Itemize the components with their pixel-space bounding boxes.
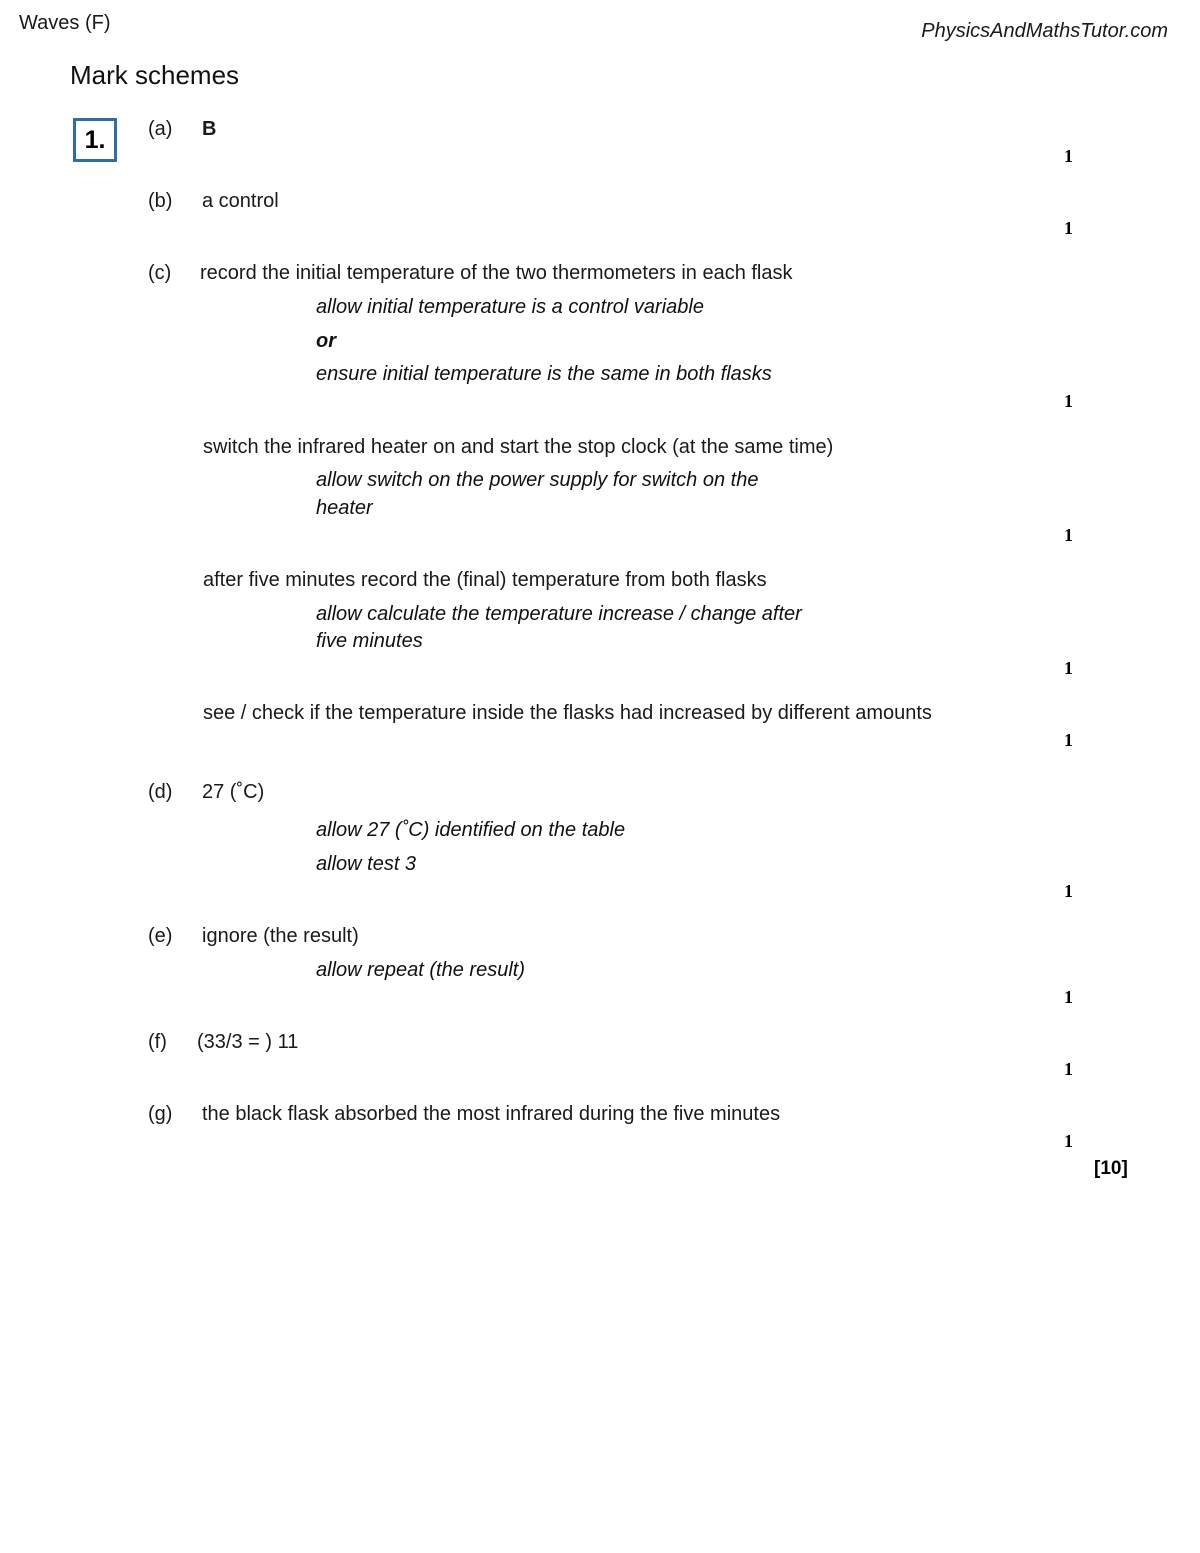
part-c-point-3-guidance-1: allow calculate the temperature increase / change after: [316, 603, 802, 625]
part-e-answer: ignore (the result): [202, 925, 359, 947]
page-title: Mark schemes: [70, 60, 240, 90]
part-d-answer: 27 (˚C): [202, 781, 265, 803]
part-d-label: (d): [148, 781, 173, 803]
part-g-mark: 1: [1064, 1131, 1073, 1151]
part-e-mark: 1: [1064, 987, 1073, 1007]
part-f-answer: (33/3 = ) 11: [197, 1031, 299, 1053]
part-c-point-2-guidance-2: heater: [316, 497, 373, 519]
question-total-marks: [10]: [1094, 1158, 1128, 1179]
part-c-point-4-mark: 1: [1064, 730, 1073, 750]
part-c-point-2: switch the infrared heater on and start the stop clock (at the same time): [203, 436, 834, 458]
part-a-answer: B: [202, 118, 217, 140]
part-b-mark: 1: [1064, 218, 1073, 238]
part-c-point-1-guidance-2: ensure initial temperature is the same in both flasks: [316, 363, 772, 385]
part-a-label: (a): [148, 118, 173, 140]
header-topic: Waves (F): [19, 12, 111, 34]
question-number-box: [73, 118, 117, 162]
part-e-label: (e): [148, 925, 173, 947]
part-g-label: (g): [148, 1103, 173, 1125]
part-c-point-1-mark: 1: [1064, 391, 1073, 411]
part-c-point-1-guidance-or: or: [316, 330, 336, 352]
part-c-label: (c): [148, 262, 172, 284]
part-f-mark: 1: [1064, 1059, 1073, 1079]
part-f-label: (f): [148, 1031, 167, 1053]
part-e-guidance-1: allow repeat (the result): [316, 959, 525, 981]
part-b-answer: a control: [202, 190, 279, 212]
part-d-guidance-2: allow test 3: [316, 853, 417, 875]
part-c-point-1: record the initial temperature of the two thermometers in each flask: [200, 262, 793, 284]
part-a-mark: 1: [1064, 146, 1073, 166]
part-d-mark: 1: [1064, 881, 1073, 901]
part-c-point-3-mark: 1: [1064, 658, 1073, 678]
part-g-answer: the black flask absorbed the most infrared during the five minutes: [202, 1103, 781, 1125]
part-c-point-3-guidance-2: five minutes: [316, 630, 423, 652]
part-c-point-1-guidance-1: allow initial temperature is a control variable: [316, 296, 704, 318]
part-c-point-3: after five minutes record the (final) temperature from both flasks: [203, 569, 767, 591]
part-c-point-2-guidance-1: allow switch on the power supply for switch on the: [316, 469, 759, 491]
question-number: 1.: [84, 125, 106, 154]
part-d-guidance-1: allow 27 (˚C) identified on the table: [316, 819, 626, 841]
part-b-label: (b): [148, 190, 173, 212]
header-brand: PhysicsAndMathsTutor.com: [921, 20, 1168, 42]
part-c-point-4: see / check if the temperature inside the flasks had increased by different amounts: [203, 702, 932, 724]
part-c-point-2-mark: 1: [1064, 525, 1073, 545]
